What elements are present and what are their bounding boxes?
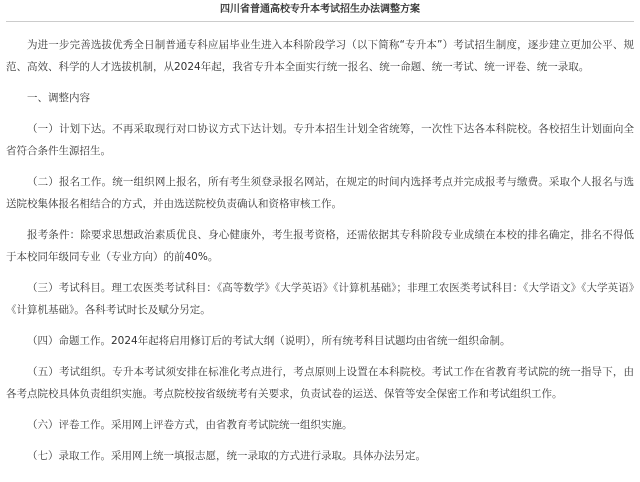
item-admission: （七）录取工作。采用网上统一填报志愿，统一录取的方式进行录取。具体办法另定。 — [27, 450, 426, 462]
item-exam-subjects: （三）考试科目。理工农医类考试科目：《高等数学》《大学英语》《计算机基础》；非理工农医类考试科目：《大学语文》《大学英语》《计算机基础》。各科考试时长及赋分另定。 — [6, 282, 634, 316]
document-title: 四川省普通高校专升本考试招生办法调整方案 — [6, 3, 634, 22]
item-registration: （二）报名工作。统一组织网上报名，所有考生须登录报名网站，在规定的时间内选择考点并完成报考与缴费。采取个人报名与选送院校集体报名相结合的方式，并由选送院校负责确认和资格审核工作。 — [6, 176, 634, 210]
item-exam-organization: （五）考试组织。专升本考试须安排在标准化考点进行，考点原则上设置在本科院校。考试工作在省教育考试院的统一指导下，由各考点院校具体负责组织实施。考点院校按省级统考有关要求，负责试卷的运送、保管等安全保密工作和考试组织工作。 — [6, 366, 634, 400]
item-question-setting: （四）命题工作。2024年起将启用修订后的考试大纲（说明），所有统考科目试题均由省统一组织命制。 — [27, 335, 511, 347]
section-heading-adjustments: 一、调整内容 — [27, 92, 90, 104]
item-eligibility: 报考条件：除要求思想政治素质优良、身心健康外，考生报考资格，还需依据其专科阶段专业成绩在本校的排名确定，排名不得低于本校同年级同专业（专业方向）的前40%。 — [6, 229, 634, 263]
item-grading: （六）评卷工作。采用网上评卷方式，由省教育考试院统一组织实施。 — [27, 419, 353, 431]
intro-paragraph: 为进一步完善选拔优秀全日制普通专科应届毕业生进入本科阶段学习（以下简称“专升本”）考试招生制度，逐步建立更加公平、规范、高效、科学的人才选拔机制，从2024年起，我省专升本全面实行统一报名、统一命题、统一考试、统一评卷、统一录取。 — [6, 39, 634, 73]
item-plan-issuance: （一）计划下达。不再采取现行对口协议方式下达计划。专升本招生计划全省统筹，一次性下达各本科院校。各校招生计划面向全省符合条件生源招生。 — [6, 123, 634, 157]
